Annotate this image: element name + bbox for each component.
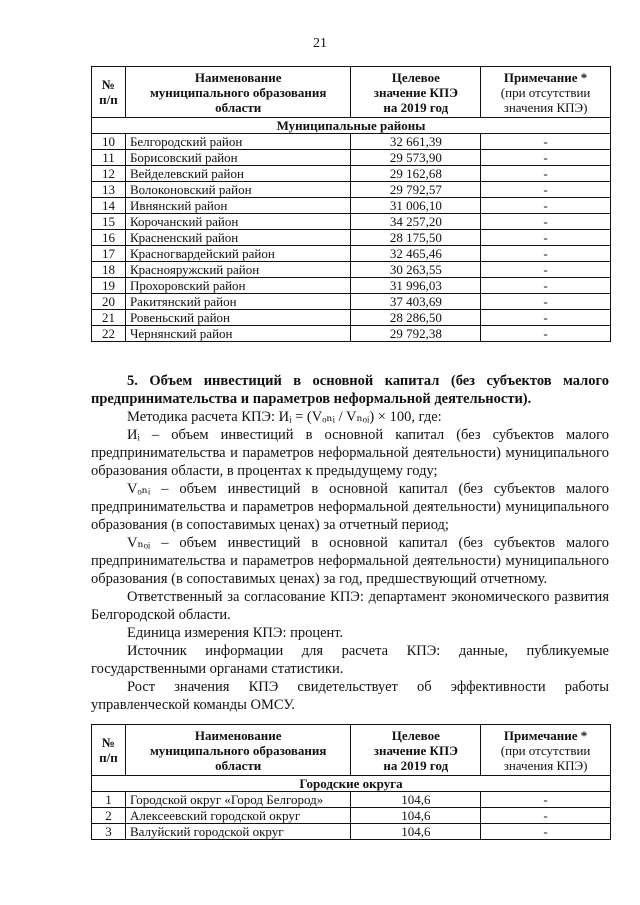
row-number: 10 bbox=[92, 134, 126, 150]
header-value-line3: на 2019 год bbox=[383, 99, 449, 115]
header-note-line3: значения КПЭ) bbox=[503, 757, 588, 773]
row-number: 13 bbox=[92, 182, 126, 198]
row-note: - bbox=[481, 182, 611, 198]
section-5-text bbox=[91, 372, 609, 714]
row-note: - bbox=[481, 246, 611, 262]
row-name: Вейделевский район bbox=[125, 166, 351, 182]
row-number: 11 bbox=[92, 150, 126, 166]
header-name-line1: Наименование bbox=[194, 727, 282, 743]
table-section-row bbox=[92, 776, 611, 792]
row-note: - bbox=[481, 262, 611, 278]
row-value: 29 792,57 bbox=[351, 182, 481, 198]
row-value: 37 403,69 bbox=[351, 294, 481, 310]
row-value: 29 573,90 bbox=[351, 150, 481, 166]
row-number: 2 bbox=[92, 808, 126, 824]
table-row bbox=[92, 150, 611, 166]
header-note bbox=[481, 725, 611, 776]
table-row bbox=[92, 262, 611, 278]
row-name: Алексеевский городской округ bbox=[125, 808, 351, 824]
row-name: Ровеньский район bbox=[125, 310, 351, 326]
growth-text: Рост значения КПЭ свидетельствует об эффективности работы управленческой команды ОМСУ. bbox=[91, 679, 609, 713]
header-num bbox=[92, 67, 126, 118]
row-name: Красногвардейский район bbox=[125, 246, 351, 262]
table-section-row bbox=[92, 118, 611, 134]
row-value: 30 263,55 bbox=[351, 262, 481, 278]
method-formula: Методика расчета КПЭ: Иᵢ = (Vₒₙᵢ / Vₙₒᵢ) × 100, где: bbox=[127, 409, 442, 425]
row-number: 21 bbox=[92, 310, 126, 326]
row-value: 104,6 bbox=[351, 824, 481, 840]
row-note: - bbox=[481, 134, 611, 150]
row-name: Ивнянский район bbox=[125, 198, 351, 214]
row-value: 31 996,03 bbox=[351, 278, 481, 294]
row-name: Чернянский район bbox=[125, 326, 351, 342]
table-row bbox=[92, 182, 611, 198]
table-row bbox=[92, 278, 611, 294]
row-name: Ракитянский район bbox=[125, 294, 351, 310]
row-note: - bbox=[481, 310, 611, 326]
source-text: Источник информации для расчета КПЭ: данные, публикуемые государственными органами статистики. bbox=[91, 643, 609, 677]
row-name: Городской округ «Город Белгород» bbox=[125, 792, 351, 808]
section-title: Муниципальные районы bbox=[92, 118, 611, 134]
section-heading: 5. Объем инвестиций в основной капитал (без субъектов малого предпринимательства и параметров неформальной деятельности). bbox=[91, 373, 609, 407]
table-row bbox=[92, 246, 611, 262]
page-number: 21 bbox=[313, 36, 327, 51]
row-note: - bbox=[481, 198, 611, 214]
row-value: 31 006,10 bbox=[351, 198, 481, 214]
table-header-row bbox=[92, 67, 611, 118]
header-value-line2: значение КПЭ bbox=[373, 84, 458, 100]
row-number: 22 bbox=[92, 326, 126, 342]
row-note: - bbox=[481, 792, 611, 808]
header-note bbox=[481, 67, 611, 118]
row-note: - bbox=[481, 166, 611, 182]
row-number: 20 bbox=[92, 294, 126, 310]
header-num-line2: п/п bbox=[99, 92, 118, 107]
table-row bbox=[92, 134, 611, 150]
unit-text: Единица измерения КПЭ: процент. bbox=[127, 625, 344, 641]
header-name bbox=[125, 67, 351, 118]
table-body bbox=[92, 792, 611, 840]
responsible-text: Ответственный за согласование КПЭ: департамент экономического развития Белгородской области. bbox=[91, 589, 609, 623]
definition-voni: Vₒₙᵢ – объем инвестиций в основной капитал (без субъектов малого предпринимательства и параметров неформальной деятельности) муниципального образования (в сопоставимых ценах) за отчетный период; bbox=[91, 481, 609, 533]
table-row bbox=[92, 824, 611, 840]
row-number: 19 bbox=[92, 278, 126, 294]
row-note: - bbox=[481, 278, 611, 294]
row-value: 104,6 bbox=[351, 792, 481, 808]
header-value-line3: на 2019 год bbox=[383, 757, 449, 773]
table-row bbox=[92, 166, 611, 182]
header-num-line1: № bbox=[101, 735, 115, 750]
header-value-line1: Целевое bbox=[391, 727, 440, 743]
row-number: 15 bbox=[92, 214, 126, 230]
row-value: 28 175,50 bbox=[351, 230, 481, 246]
row-number: 14 bbox=[92, 198, 126, 214]
header-name-line3: области bbox=[215, 757, 262, 773]
table-row bbox=[92, 310, 611, 326]
row-name: Прохоровский район bbox=[125, 278, 351, 294]
header-value-line1: Целевое bbox=[391, 69, 440, 85]
row-value: 29 792,38 bbox=[351, 326, 481, 342]
table-body bbox=[92, 134, 611, 342]
header-name-line3: области bbox=[215, 99, 262, 115]
row-note: - bbox=[481, 230, 611, 246]
header-value-line2: значение КПЭ bbox=[373, 742, 458, 758]
row-note: - bbox=[481, 824, 611, 840]
row-name: Борисовский район bbox=[125, 150, 351, 166]
header-note-line1: Примечание * bbox=[503, 727, 588, 743]
header-name-line2: муниципального образования bbox=[149, 742, 327, 758]
header-num-line2: п/п bbox=[99, 750, 118, 765]
row-value: 34 257,20 bbox=[351, 214, 481, 230]
row-name: Краснояружский район bbox=[125, 262, 351, 278]
kpe-table-city-districts bbox=[91, 724, 611, 840]
kpe-table-municipal-districts bbox=[91, 66, 611, 342]
row-number: 17 bbox=[92, 246, 126, 262]
row-name: Валуйский городской округ bbox=[125, 824, 351, 840]
row-number: 16 bbox=[92, 230, 126, 246]
row-value: 29 162,68 bbox=[351, 166, 481, 182]
row-value: 32 465,46 bbox=[351, 246, 481, 262]
row-note: - bbox=[481, 326, 611, 342]
header-num-line1: № bbox=[101, 77, 115, 92]
header-note-line2: (при отсутствии bbox=[500, 742, 591, 758]
header-note-line2: (при отсутствии bbox=[500, 84, 591, 100]
row-value: 32 661,39 bbox=[351, 134, 481, 150]
table-row bbox=[92, 294, 611, 310]
row-number: 12 bbox=[92, 166, 126, 182]
header-value bbox=[351, 725, 481, 776]
table-row bbox=[92, 214, 611, 230]
table-row bbox=[92, 808, 611, 824]
row-note: - bbox=[481, 150, 611, 166]
row-name: Красненский район bbox=[125, 230, 351, 246]
row-note: - bbox=[481, 808, 611, 824]
header-name bbox=[125, 725, 351, 776]
row-number: 3 bbox=[92, 824, 126, 840]
definition-vnoi: Vₙₒᵢ – объем инвестиций в основной капитал (без субъектов малого предпринимательства и параметров неформальной деятельности) муниципального образования (в сопоставимых ценах) за год, предшествующий отчетному. bbox=[91, 535, 609, 587]
header-name-line2: муниципального образования bbox=[149, 84, 327, 100]
header-value bbox=[351, 67, 481, 118]
row-number: 18 bbox=[92, 262, 126, 278]
row-number: 1 bbox=[92, 792, 126, 808]
table-header-row bbox=[92, 725, 611, 776]
table-row bbox=[92, 198, 611, 214]
row-note: - bbox=[481, 214, 611, 230]
table-row bbox=[92, 326, 611, 342]
header-note-line3: значения КПЭ) bbox=[503, 99, 588, 115]
table-row bbox=[92, 792, 611, 808]
section-title: Городские округа bbox=[92, 776, 611, 792]
row-note: - bbox=[481, 294, 611, 310]
header-name-line1: Наименование bbox=[194, 69, 282, 85]
table-row bbox=[92, 230, 611, 246]
row-name: Белгородский район bbox=[125, 134, 351, 150]
header-num bbox=[92, 725, 126, 776]
definition-i: Иᵢ – объем инвестиций в основной капитал (без субъектов малого предпринимательства и параметров неформальной деятельности) муниципального образования области, в процентах к предыдущему году; bbox=[91, 427, 609, 479]
header-note-line1: Примечание * bbox=[503, 69, 588, 85]
row-name: Волоконовский район bbox=[125, 182, 351, 198]
row-name: Корочанский район bbox=[125, 214, 351, 230]
row-value: 104,6 bbox=[351, 808, 481, 824]
row-value: 28 286,50 bbox=[351, 310, 481, 326]
